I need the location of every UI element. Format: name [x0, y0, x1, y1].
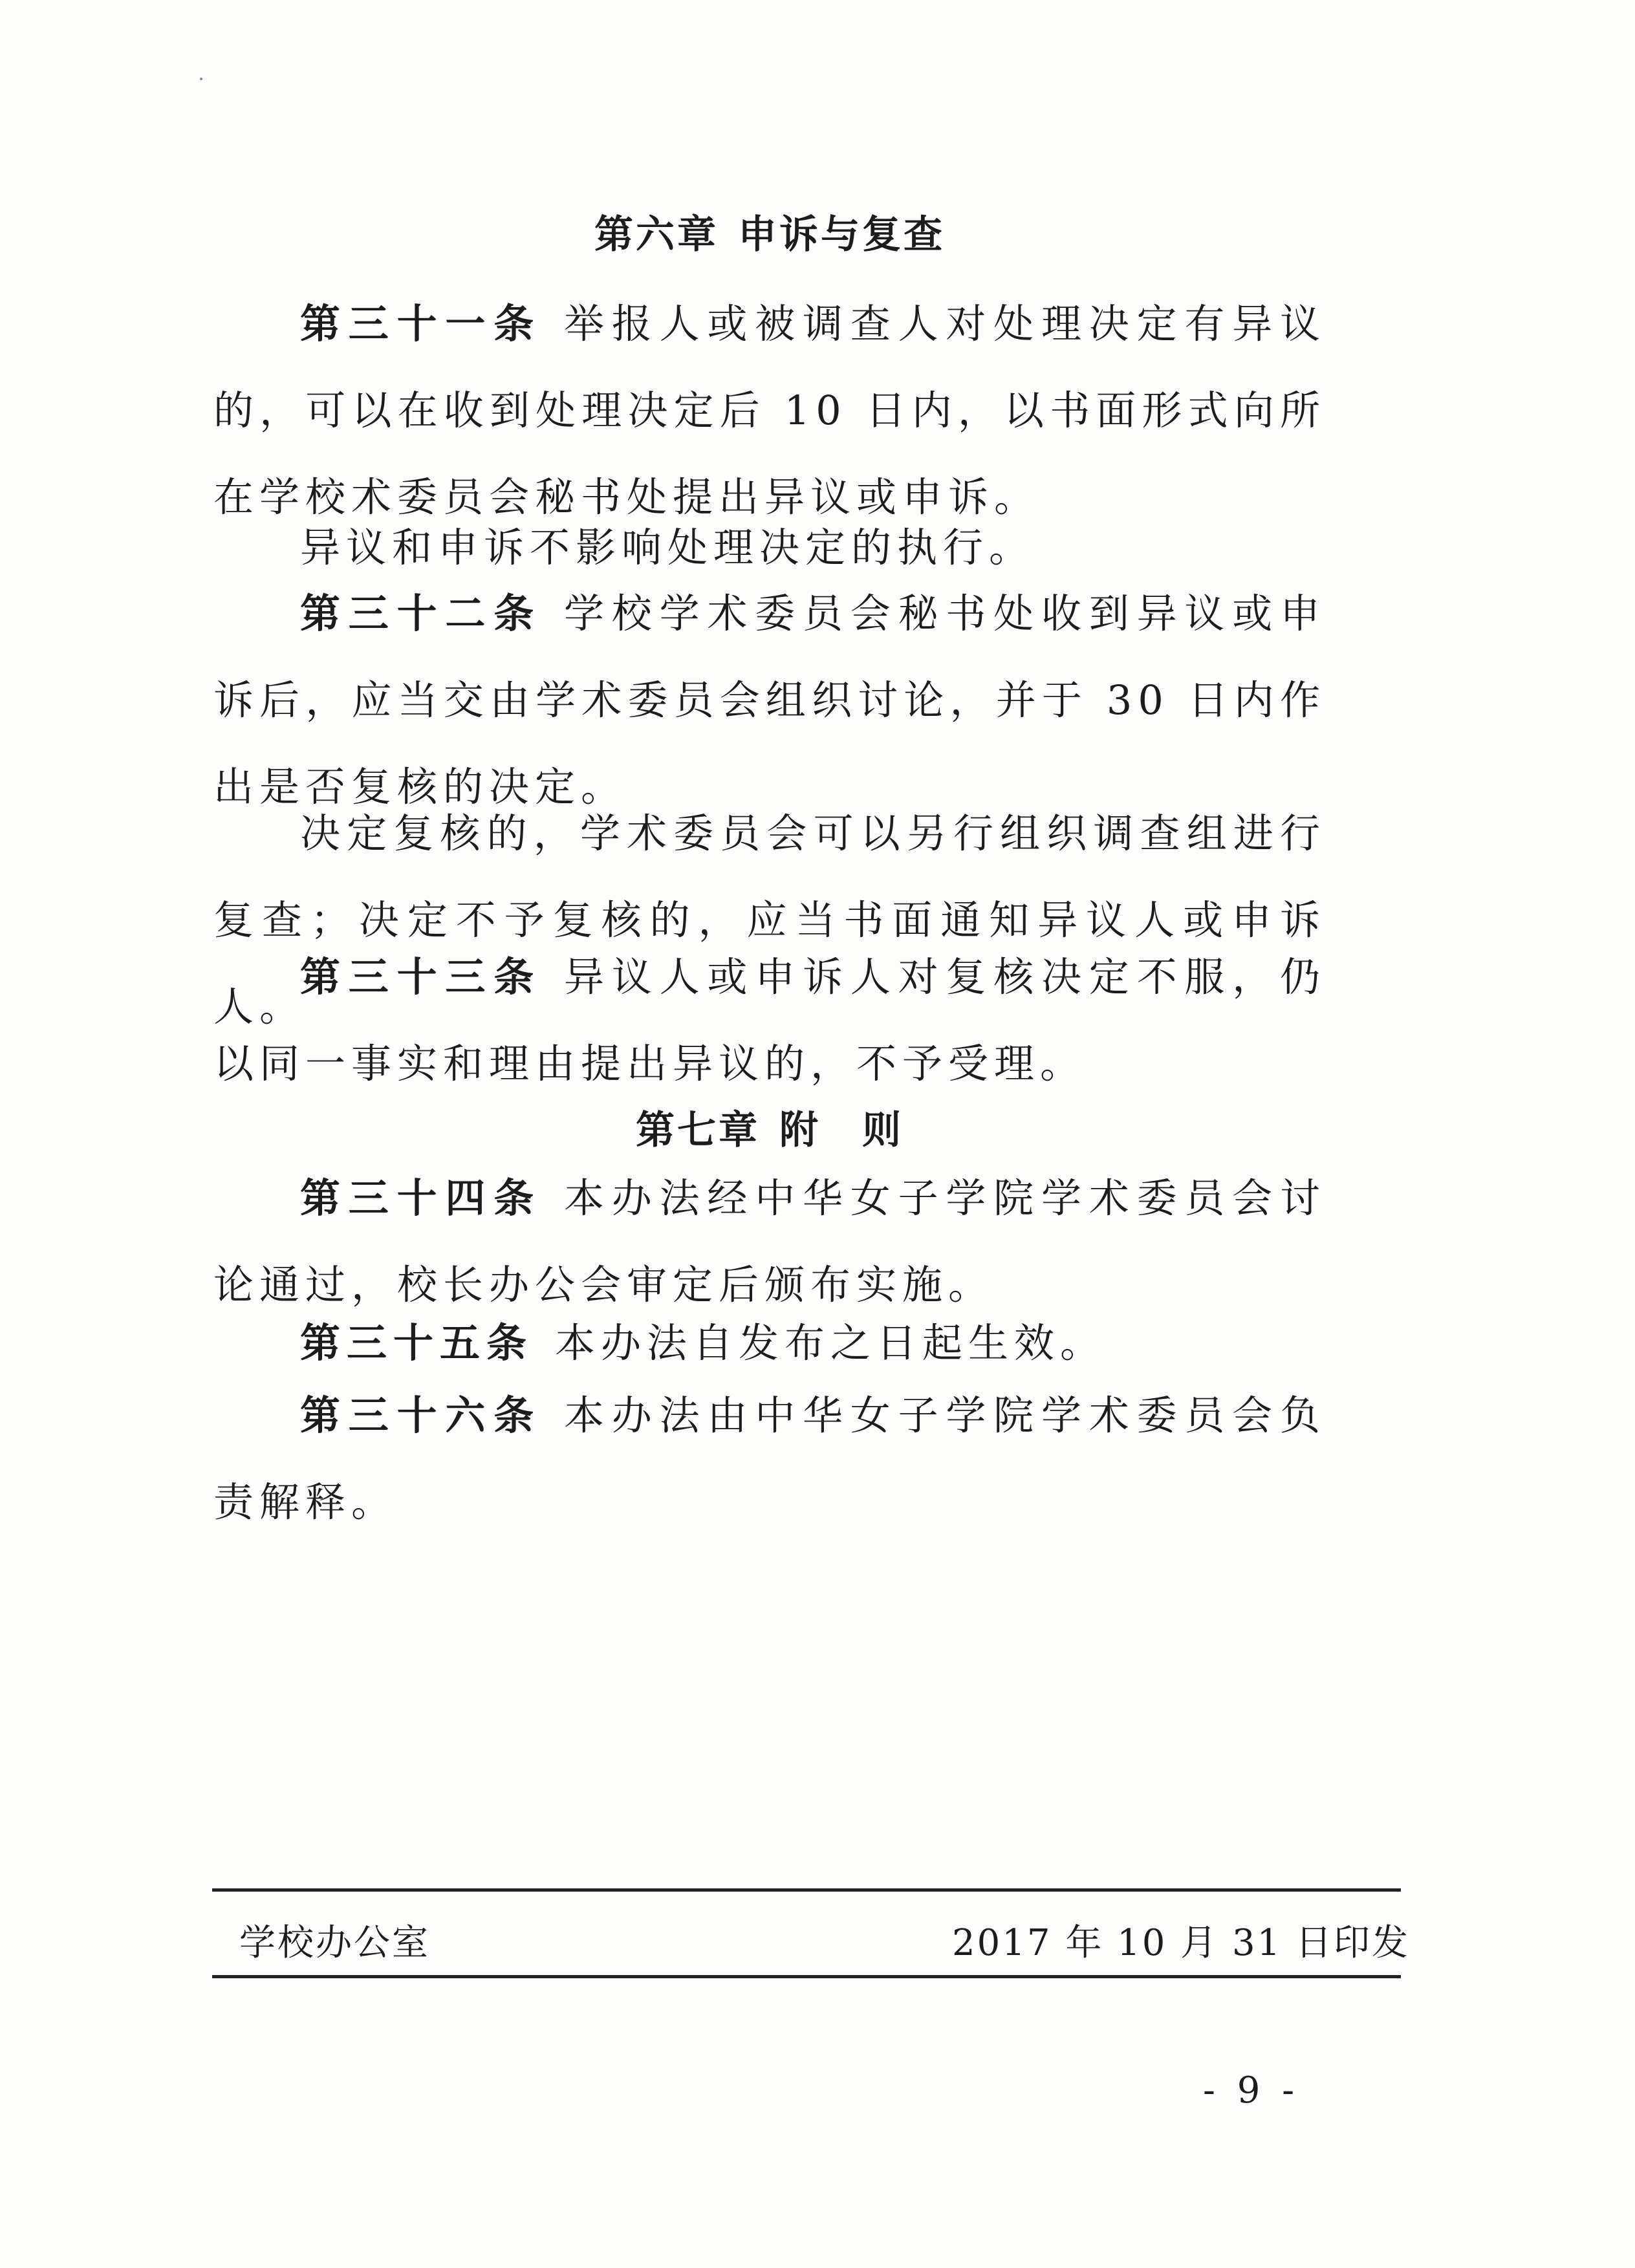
article-31 [213, 281, 1326, 541]
paragraph-text: 决定复核的，学术委员会可以另行组织调查组进行复查；决定不予复核的，应当书面通知异议人或申诉人。 [213, 810, 1326, 1030]
footer-top-rule [212, 1888, 1401, 1892]
article-label: 第三十二条 [300, 590, 542, 637]
footer-bottom-rule [212, 1975, 1401, 1978]
article-text: 异议人或申诉人对复核决定不服，仍以同一事实和理由提出异议的，不予受理。 [213, 953, 1326, 1087]
article-label: 第三十四条 [300, 1174, 542, 1222]
footer-issuer: 学校办公室 [239, 1922, 430, 1964]
chapter-heading-6 [213, 204, 1326, 259]
scan-speck [200, 78, 202, 80]
chapter-number: 第六章 [594, 212, 719, 257]
article-label: 第三十三条 [300, 953, 542, 1000]
article-label: 第三十六条 [300, 1392, 542, 1439]
article-text: 学校学术委员会秘书处收到异议或申诉后，应当交由学术委员会组织讨论，并于 30 日内作出是否复核的决定。 [213, 590, 1326, 810]
article-label: 第三十一条 [300, 300, 542, 347]
chapter-number: 第七章 [636, 1108, 760, 1153]
article-text: 本办法自发布之日起生效。 [555, 1319, 1107, 1366]
article-text: 本办法由中华女子学院学术委员会负责解释。 [213, 1392, 1326, 1526]
page-number: - 9 - [1203, 2069, 1300, 2111]
article-36 [213, 1372, 1326, 1546]
article-33 [213, 934, 1326, 1107]
chapter-heading-7 [213, 1099, 1326, 1155]
article-label: 第三十五条 [300, 1319, 534, 1366]
chapter-title: 附 则 [779, 1108, 904, 1153]
paragraph-text: 异议和申诉不影响处理决定的执行。 [300, 524, 1035, 571]
article-text: 本办法经中华女子学院学术委员会讨论通过，校长办公会审定后颁布实施。 [213, 1174, 1326, 1308]
chapter-title: 申诉与复查 [738, 212, 945, 257]
article-text: 举报人或被调查人对处理决定有异议的，可以在收到处理决定后 10 日内，以书面形式向所在学校术委员会秘书处提出异议或申诉。 [213, 300, 1326, 521]
footer-date: 2017 年 10 月 31 日印发 [952, 1922, 1411, 1964]
